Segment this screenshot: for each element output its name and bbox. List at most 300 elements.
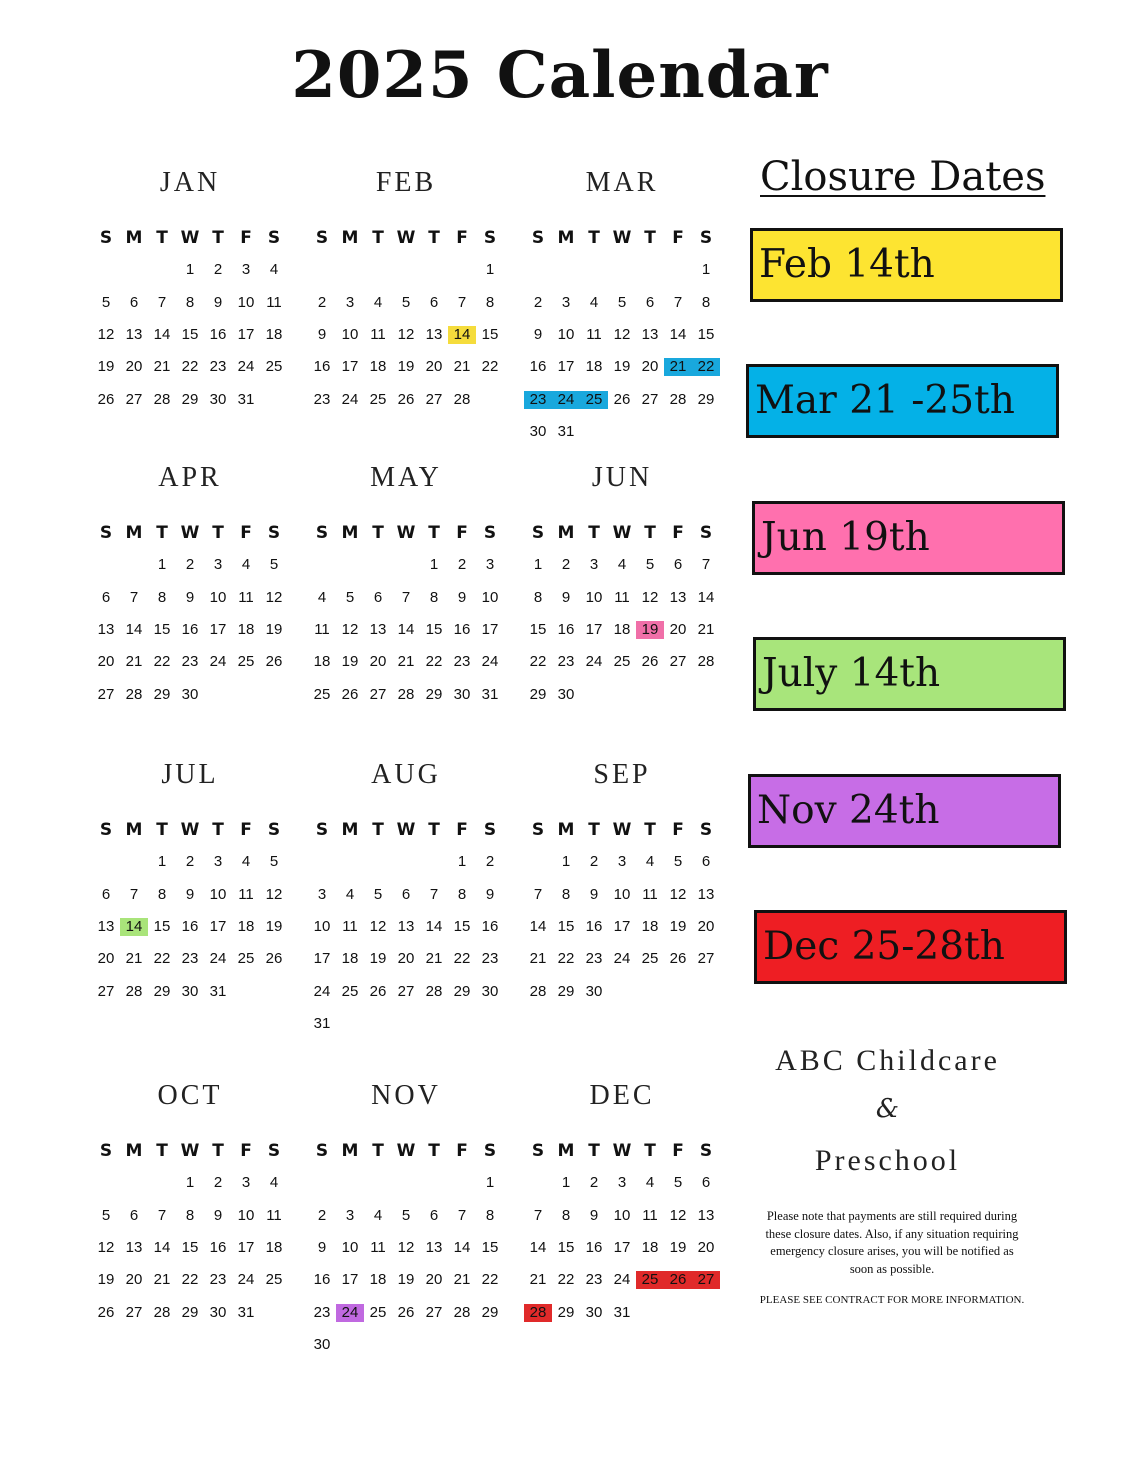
- day-cell: 30: [181, 685, 199, 703]
- day-cell: 26: [265, 653, 283, 671]
- day-cell: 17: [237, 1238, 255, 1256]
- day-cell: 12: [341, 620, 359, 638]
- day-cell: 9: [317, 325, 327, 343]
- day-cell: 13: [697, 1206, 715, 1224]
- day-cell: 16: [481, 917, 499, 935]
- weekday-letter: S: [531, 1141, 545, 1161]
- day-cell: 16: [313, 1271, 331, 1289]
- day-cell: 17: [557, 358, 575, 376]
- weekday-letter: S: [315, 1141, 329, 1161]
- weekday-letter: M: [341, 1141, 359, 1161]
- weekday-header: [524, 1141, 720, 1161]
- day-cell: 11: [370, 1238, 386, 1256]
- day-cell: 5: [401, 1206, 411, 1224]
- day-cell: 8: [533, 588, 543, 606]
- day-cell: 30: [453, 685, 471, 703]
- day-cell: 6: [701, 853, 711, 871]
- day-cell: 4: [589, 293, 599, 311]
- days-grid: [524, 1167, 720, 1329]
- weekday-letter: S: [483, 523, 497, 543]
- weekday-letter: F: [456, 1141, 468, 1161]
- day-cell: 12: [641, 588, 659, 606]
- day-cell: 19: [265, 620, 283, 638]
- day-cell: 21: [125, 950, 143, 968]
- day-cell: 2: [561, 556, 571, 574]
- weekday-letter: T: [372, 228, 384, 248]
- weekday-letter: S: [315, 228, 329, 248]
- day-cell: 8: [561, 885, 571, 903]
- day-cell: 2: [589, 1174, 599, 1192]
- day-cell: 21: [453, 1271, 471, 1289]
- day-cell: 24: [313, 982, 331, 1000]
- day-cell: 30: [557, 685, 575, 703]
- weekday-letter: F: [240, 1141, 252, 1161]
- weekday-letter: S: [99, 523, 113, 543]
- day-cell: 7: [157, 293, 167, 311]
- day-cell: 25: [641, 950, 659, 968]
- weekday-letter: T: [644, 523, 656, 543]
- day-cell: 11: [586, 325, 602, 343]
- day-cell: 22: [453, 950, 471, 968]
- payment-note: Please note that payments are still required during these closure dates. Also, if any situation requiring emergency closure arises, you will be notified as soon as possible.: [765, 1209, 1019, 1276]
- weekday-letter: S: [531, 523, 545, 543]
- day-cell: 3: [485, 556, 495, 574]
- weekday-letter: T: [212, 228, 224, 248]
- day-cell: 10: [341, 1238, 359, 1256]
- day-cell: 1: [185, 261, 195, 279]
- day-cell: 26: [265, 950, 283, 968]
- day-cell: 4: [373, 1206, 383, 1224]
- day-cell: 15: [181, 325, 199, 343]
- day-cell: 8: [485, 1206, 495, 1224]
- day-cell: 5: [645, 556, 655, 574]
- day-cell: 29: [181, 1303, 199, 1321]
- weekday-letter: T: [372, 1141, 384, 1161]
- weekday-letter: W: [180, 523, 200, 543]
- day-cell: 29: [557, 982, 575, 1000]
- day-cell: 9: [589, 885, 599, 903]
- day-cell: 26: [369, 982, 387, 1000]
- day-cell: 15: [181, 1238, 199, 1256]
- day-cell: 8: [185, 1206, 195, 1224]
- day-cell: 30: [181, 982, 199, 1000]
- day-cell: 27: [125, 1303, 143, 1321]
- day-cell: 19: [636, 621, 664, 639]
- day-cell: 21: [153, 358, 171, 376]
- weekday-letter: T: [588, 820, 600, 840]
- day-cell: 25: [237, 950, 255, 968]
- day-cell: 27: [692, 1271, 720, 1289]
- day-cell: 1: [157, 556, 167, 574]
- day-cell: 9: [589, 1206, 599, 1224]
- day-cell: 8: [429, 588, 439, 606]
- day-cell: 26: [397, 1303, 415, 1321]
- day-cell: 21: [397, 653, 415, 671]
- day-cell: 2: [213, 261, 223, 279]
- weekday-letter: T: [588, 523, 600, 543]
- day-cell: 26: [341, 685, 359, 703]
- day-cell: 23: [313, 1303, 331, 1321]
- day-cell: 7: [533, 885, 543, 903]
- day-cell: 20: [397, 950, 415, 968]
- day-cell: 20: [369, 653, 387, 671]
- day-cell: 20: [697, 917, 715, 935]
- day-cell: 10: [209, 588, 227, 606]
- day-cell: 4: [269, 261, 279, 279]
- day-cell: 4: [317, 588, 327, 606]
- day-cell: 29: [481, 1303, 499, 1321]
- day-cell: 18: [369, 358, 387, 376]
- day-cell: 2: [185, 853, 195, 871]
- weekday-letter: T: [428, 523, 440, 543]
- day-cell: 3: [241, 261, 251, 279]
- day-cell: 27: [425, 1303, 443, 1321]
- days-grid: [92, 254, 288, 416]
- day-cell: 20: [669, 620, 687, 638]
- weekday-letter: S: [699, 523, 713, 543]
- day-cell: 24: [336, 1304, 364, 1322]
- day-cell: 2: [213, 1174, 223, 1192]
- day-cell: 7: [157, 1206, 167, 1224]
- day-cell: 28: [697, 653, 715, 671]
- day-cell: 31: [313, 1015, 331, 1033]
- day-cell: 3: [589, 556, 599, 574]
- day-cell: 6: [129, 293, 139, 311]
- day-cell: 30: [209, 390, 227, 408]
- day-cell: 1: [561, 853, 571, 871]
- days-grid: [308, 549, 504, 711]
- day-cell: 15: [153, 917, 171, 935]
- weekday-letter: F: [672, 228, 684, 248]
- weekday-letter: M: [341, 820, 359, 840]
- day-cell: 28: [125, 685, 143, 703]
- weekday-letter: T: [156, 228, 168, 248]
- day-cell: 14: [120, 918, 148, 936]
- weekday-letter: W: [180, 820, 200, 840]
- weekday-letter: F: [240, 820, 252, 840]
- day-cell: 4: [617, 556, 627, 574]
- weekday-header: [92, 228, 288, 248]
- days-grid: [524, 846, 720, 1008]
- day-cell: 23: [585, 1271, 603, 1289]
- day-cell: 22: [481, 1271, 499, 1289]
- weekday-letter: W: [396, 1141, 416, 1161]
- day-cell: 22: [557, 950, 575, 968]
- month-name: SEP: [593, 759, 651, 790]
- day-cell: 26: [664, 1271, 692, 1289]
- month-name: NOV: [371, 1080, 441, 1111]
- weekday-header: [524, 523, 720, 543]
- day-cell: 6: [101, 885, 111, 903]
- day-cell: 24: [341, 390, 359, 408]
- weekday-letter: T: [644, 820, 656, 840]
- day-cell: 9: [561, 588, 571, 606]
- weekday-letter: S: [699, 820, 713, 840]
- weekday-header: [524, 820, 720, 840]
- day-cell: 14: [125, 620, 143, 638]
- weekday-letter: M: [125, 820, 143, 840]
- day-cell: 10: [237, 1206, 255, 1224]
- weekday-letter: W: [612, 523, 632, 543]
- day-cell: 13: [125, 325, 143, 343]
- day-cell: 19: [397, 358, 415, 376]
- day-cell: 27: [97, 982, 115, 1000]
- day-cell: 6: [673, 556, 683, 574]
- day-cell: 29: [153, 982, 171, 1000]
- day-cell: 31: [209, 982, 227, 1000]
- day-cell: 14: [425, 917, 443, 935]
- day-cell: 24: [613, 1271, 631, 1289]
- day-cell: 13: [369, 620, 387, 638]
- day-cell: 30: [585, 982, 603, 1000]
- weekday-letter: W: [180, 228, 200, 248]
- day-cell: 17: [481, 620, 499, 638]
- day-cell: 4: [241, 556, 251, 574]
- day-cell: 23: [481, 950, 499, 968]
- day-cell: 13: [397, 917, 415, 935]
- day-cell: 25: [369, 1303, 387, 1321]
- day-cell: 22: [557, 1271, 575, 1289]
- weekday-letter: W: [396, 228, 416, 248]
- day-cell: 19: [97, 358, 115, 376]
- day-cell: 23: [453, 653, 471, 671]
- day-cell: 29: [153, 685, 171, 703]
- day-cell: 27: [397, 982, 415, 1000]
- day-cell: 22: [181, 1271, 199, 1289]
- day-cell: 27: [669, 653, 687, 671]
- day-cell: 14: [397, 620, 415, 638]
- day-cell: 19: [669, 1238, 687, 1256]
- weekday-header: [92, 820, 288, 840]
- day-cell: 15: [697, 325, 715, 343]
- weekday-letter: S: [99, 820, 113, 840]
- day-cell: 29: [181, 390, 199, 408]
- day-cell: 10: [613, 1206, 631, 1224]
- day-cell: 20: [97, 950, 115, 968]
- day-cell: 16: [313, 358, 331, 376]
- day-cell: 4: [345, 885, 355, 903]
- weekday-letter: S: [315, 523, 329, 543]
- weekday-letter: T: [156, 523, 168, 543]
- day-cell: 10: [585, 588, 603, 606]
- day-cell: 3: [617, 1174, 627, 1192]
- weekday-letter: S: [483, 820, 497, 840]
- day-cell: 20: [125, 1271, 143, 1289]
- day-cell: 5: [673, 1174, 683, 1192]
- weekday-letter: T: [428, 228, 440, 248]
- day-cell: 21: [529, 950, 547, 968]
- month-name: JUL: [161, 759, 219, 790]
- day-cell: 3: [241, 1174, 251, 1192]
- day-cell: 15: [557, 917, 575, 935]
- day-cell: 10: [481, 588, 499, 606]
- day-cell: 4: [269, 1174, 279, 1192]
- day-cell: 4: [645, 853, 655, 871]
- day-cell: 6: [645, 293, 655, 311]
- day-cell: 16: [209, 1238, 227, 1256]
- day-cell: 19: [613, 358, 631, 376]
- day-cell: 16: [529, 358, 547, 376]
- day-cell: 18: [641, 917, 659, 935]
- day-cell: 25: [265, 1271, 283, 1289]
- day-cell: 21: [125, 653, 143, 671]
- day-cell: 14: [697, 588, 715, 606]
- day-cell: 2: [185, 556, 195, 574]
- month-name: AUG: [371, 759, 441, 790]
- day-cell: 9: [185, 885, 195, 903]
- weekday-letter: F: [240, 228, 252, 248]
- day-cell: 28: [125, 982, 143, 1000]
- days-grid: [524, 254, 720, 448]
- day-cell: 12: [397, 325, 415, 343]
- day-cell: 3: [317, 885, 327, 903]
- day-cell: 18: [369, 1271, 387, 1289]
- weekday-letter: T: [372, 523, 384, 543]
- day-cell: 1: [561, 1174, 571, 1192]
- day-cell: 12: [369, 917, 387, 935]
- weekday-letter: S: [267, 820, 281, 840]
- day-cell: 20: [125, 358, 143, 376]
- day-cell: 5: [401, 293, 411, 311]
- day-cell: 15: [153, 620, 171, 638]
- weekday-letter: M: [557, 1141, 575, 1161]
- day-cell: 23: [557, 653, 575, 671]
- day-cell: 12: [613, 325, 631, 343]
- closure-dates-heading: Closure Dates: [760, 154, 1046, 200]
- day-cell: 22: [153, 950, 171, 968]
- weekday-letter: F: [456, 523, 468, 543]
- weekday-letter: T: [644, 228, 656, 248]
- day-cell: 31: [613, 1303, 631, 1321]
- day-cell: 9: [457, 588, 467, 606]
- day-cell: 27: [425, 390, 443, 408]
- day-cell: 15: [529, 620, 547, 638]
- day-cell: 7: [457, 1206, 467, 1224]
- day-cell: 5: [269, 853, 279, 871]
- day-cell: 19: [369, 950, 387, 968]
- day-cell: 7: [429, 885, 439, 903]
- day-cell: 23: [181, 950, 199, 968]
- days-grid: [308, 846, 504, 1040]
- day-cell: 1: [485, 261, 495, 279]
- weekday-letter: M: [341, 523, 359, 543]
- weekday-header: [524, 228, 720, 248]
- day-cell: 25: [265, 358, 283, 376]
- day-cell: 15: [481, 1238, 499, 1256]
- closure-box-jul: July 14th: [753, 637, 1066, 711]
- day-cell: 3: [561, 293, 571, 311]
- day-cell: 15: [557, 1238, 575, 1256]
- day-cell: 1: [701, 261, 711, 279]
- weekday-letter: W: [612, 1141, 632, 1161]
- day-cell: 8: [457, 885, 467, 903]
- day-cell: 10: [237, 293, 255, 311]
- day-cell: 26: [97, 1303, 115, 1321]
- weekday-letter: M: [125, 1141, 143, 1161]
- day-cell: 29: [529, 685, 547, 703]
- weekday-header: [92, 523, 288, 543]
- day-cell: 28: [453, 390, 471, 408]
- day-cell: 27: [641, 390, 659, 408]
- day-cell: 16: [585, 917, 603, 935]
- weekday-letter: M: [557, 820, 575, 840]
- day-cell: 3: [213, 853, 223, 871]
- day-cell: 7: [401, 588, 411, 606]
- day-cell: 25: [636, 1271, 664, 1289]
- day-cell: 11: [266, 1206, 282, 1224]
- day-cell: 18: [313, 653, 331, 671]
- weekday-letter: M: [125, 523, 143, 543]
- day-cell: 7: [129, 885, 139, 903]
- day-cell: 6: [429, 293, 439, 311]
- day-cell: 5: [617, 293, 627, 311]
- day-cell: 13: [697, 885, 715, 903]
- day-cell: 16: [585, 1238, 603, 1256]
- month-name: JAN: [159, 167, 221, 198]
- day-cell: 21: [664, 358, 692, 376]
- day-cell: 19: [97, 1271, 115, 1289]
- day-cell: 14: [153, 1238, 171, 1256]
- day-cell: 17: [209, 620, 227, 638]
- day-cell: 29: [557, 1303, 575, 1321]
- day-cell: 13: [97, 620, 115, 638]
- day-cell: 16: [557, 620, 575, 638]
- weekday-letter: F: [672, 1141, 684, 1161]
- weekday-letter: T: [428, 820, 440, 840]
- weekday-letter: M: [557, 228, 575, 248]
- day-cell: 24: [237, 358, 255, 376]
- day-cell: 11: [314, 620, 330, 638]
- day-cell: 13: [97, 917, 115, 935]
- weekday-letter: W: [396, 523, 416, 543]
- days-grid: [92, 1167, 288, 1329]
- day-cell: 24: [613, 950, 631, 968]
- weekday-letter: T: [372, 820, 384, 840]
- day-cell: 7: [701, 556, 711, 574]
- day-cell: 16: [453, 620, 471, 638]
- weekday-letter: S: [99, 1141, 113, 1161]
- day-cell: 20: [425, 1271, 443, 1289]
- weekday-letter: T: [588, 228, 600, 248]
- weekday-letter: T: [156, 1141, 168, 1161]
- day-cell: 18: [341, 950, 359, 968]
- weekday-letter: S: [699, 228, 713, 248]
- day-cell: 6: [101, 588, 111, 606]
- day-cell: 25: [369, 390, 387, 408]
- day-cell: 29: [453, 982, 471, 1000]
- day-cell: 19: [341, 653, 359, 671]
- day-cell: 7: [457, 293, 467, 311]
- days-grid: [92, 549, 288, 711]
- day-cell: 22: [425, 653, 443, 671]
- day-cell: 11: [614, 588, 630, 606]
- day-cell: 24: [209, 950, 227, 968]
- day-cell: 20: [697, 1238, 715, 1256]
- day-cell: 14: [453, 1238, 471, 1256]
- day-cell: 3: [345, 293, 355, 311]
- day-cell: 8: [157, 885, 167, 903]
- day-cell: 18: [585, 358, 603, 376]
- day-cell: 4: [373, 293, 383, 311]
- org-name-line1: ABC Childcare: [775, 1044, 1000, 1077]
- weekday-letter: S: [315, 820, 329, 840]
- day-cell: 11: [370, 325, 386, 343]
- day-cell: 17: [613, 917, 631, 935]
- day-cell: 4: [645, 1174, 655, 1192]
- day-cell: 13: [425, 325, 443, 343]
- day-cell: 30: [209, 1303, 227, 1321]
- day-cell: 27: [125, 390, 143, 408]
